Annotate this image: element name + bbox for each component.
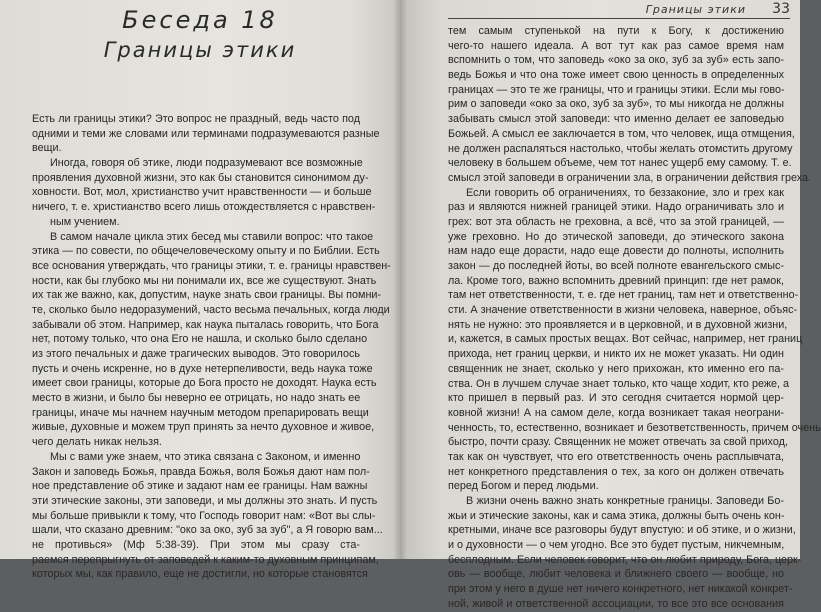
text-line: шали, что сказано древним: "око за око, зуб за зуб", а Я говорю вам... xyxy=(32,524,383,537)
text-line: рим о заповеди «око за око, зуб за зуб», то мы никогда не должны xyxy=(448,98,784,111)
text-line: ченность, то, естественно, возникает и безответственность, причем очень xyxy=(448,421,821,434)
left-page-body xyxy=(32,112,391,582)
text-line: границах — это те же границы, что и границы этики. Если мы гово- xyxy=(448,83,785,96)
right-page-body xyxy=(448,24,821,612)
text-line: Божьей. А смысл ее заключается в том, что человек, ища отмщения, xyxy=(448,127,795,140)
text-line: жьи и этические законы, как и сама этика, должны быть очень кон- xyxy=(448,509,785,522)
text-line: этика — по совести, по общечеловеческому опыту и по Библии. Есть xyxy=(32,245,380,258)
text-line: В самом начале цикла этих бесед мы ставили вопрос: что такое xyxy=(50,230,374,243)
text-line: нет конкретного представления о тех, за кого он должен отвечать xyxy=(448,465,784,478)
text-line: кто пришел в первый раз. И это сегодня считается нормой цер- xyxy=(448,392,784,405)
text-line: прихода, нет границ церкви, и никто их не может указать. Ни один xyxy=(448,348,784,361)
text-line: чего-то нашего идеала. А вот тут как раз самое время нам xyxy=(448,39,784,52)
text-line: пусть и очень искренне, но в духе нетерпеливости, ведь наука тоже xyxy=(32,362,373,375)
text-line: все основания утверждать, что границы этики, т. е. границы нравствен- xyxy=(32,259,391,272)
text-line: те, сколько было недоразумений, часто весьма печальных, когда люди xyxy=(32,303,390,316)
text-line: Есть ли границы этики? Это вопрос не праздный, ведь часто под xyxy=(32,113,360,125)
text-line: живые, духовные и можем труп принять за нечто духовное и живое, xyxy=(32,421,375,434)
text-line: быстро, почти сразу. Священник не может отвечать за свой приход, xyxy=(448,436,788,449)
text-line: ным учением. xyxy=(50,215,120,228)
text-line: чего делать никак нельзя. xyxy=(32,436,162,449)
text-line: не противься» (Мф 5:38-39). При этом мы сразу ста- xyxy=(32,538,360,551)
text-line: вещи. xyxy=(32,142,62,155)
text-line: нять не нужно: это проявляется и в церковной, и в духовной жизни, xyxy=(448,318,788,331)
text-line: ничего, т. е. христианство всего лишь отождествляется с нравствен- xyxy=(32,201,376,214)
text-line: человеку в большем объеме, чем тот нанес ущерб ему самому. Т. е. xyxy=(448,157,792,170)
text-line: священник не знает, сколько у него прихожан, кто именно его па- xyxy=(448,362,784,375)
text-line: место в жизни, и было бы неверно ее отрицать, но надо знать ее xyxy=(32,392,361,405)
text-line: ства. Он в лучшем случае знает только, кто чаще ходит, кто реже, а xyxy=(448,377,790,390)
chapter-number: Беседа 18 xyxy=(122,6,278,34)
text-line: одними и теми же словами или терминами подразумеваются разные xyxy=(32,127,380,140)
page-number: 33 xyxy=(772,1,790,17)
text-line: при этом у него в душе нет ничего конкретного, нет никакой конкрет- xyxy=(448,583,793,596)
text-line: ной, живой и ответственной ассоциации, то все это все основания xyxy=(448,597,784,610)
text-line: ное представление об этике и задают нам ее границы. Нам важны xyxy=(32,480,368,493)
text-line: Если говорить об ограничениях, то беззаконие, зло и грех как xyxy=(466,186,784,199)
text-line: овь — вообще, любит человека и ближнего своего — вообще, но xyxy=(448,568,784,581)
text-line: забывать смысл этой заповеди: что именно делает ее заповедью xyxy=(448,113,784,126)
text-line: закон — до последней йоты, во всей полноте евангельского смыс- xyxy=(448,260,784,272)
text-line: перед Богом и перед людьми. xyxy=(448,480,599,493)
text-line: раз и являются нижней границей этики. Надо ограничивать зло и xyxy=(448,201,784,214)
text-line: В жизни очень важно знать конкретные границы. Заповеди Бо- xyxy=(466,495,784,507)
text-line: раемся перепрыгнуть от заповедей к каким-то духовным принципам, xyxy=(32,553,379,566)
text-line: бесплодным. Если человек говорит, что он любит природу, Бога, церк- xyxy=(448,553,802,566)
text-line: нет, потому только, что она Его не нашла, и сколько было сделано xyxy=(32,333,368,346)
text-line: их так же важно, как, допустим, науке знать свои границы. Вы помни- xyxy=(32,289,382,302)
text-line: не должен распаляться настолько, чтобы желать отомстить другому xyxy=(448,142,793,155)
text-line: нам надо еще дорасти, надо еще довести до полноты, исполнить xyxy=(448,245,784,258)
chapter-title: Границы этики xyxy=(103,38,297,62)
text-line: эти этические законы, эти заповеди, и мы должны это знать. И пусть xyxy=(32,494,378,507)
text-line: тем самым ступенькой на пути к Богу, к достижению xyxy=(448,25,784,37)
text-line: ности, как бы глубоко мы ни понимали их, все же существуют. Знать xyxy=(32,274,377,287)
text-line: уже греховно. Но до этической заповеди, до этического закона xyxy=(448,230,784,243)
text-line: имеет свои границы, которые до Бога просто не доходят. Наука есть xyxy=(32,377,377,390)
text-line: ла. Кроме того, важно вспомнить древний принцип: где нет рамок, xyxy=(448,274,784,287)
text-line: ведь Божья и что она тоже имеет свою ценность в определенных xyxy=(448,69,784,82)
text-line: ховности. Вот, мол, христианство учит нравственности — и больше xyxy=(32,186,372,199)
book-gutter xyxy=(393,0,407,559)
text-line: кретными, иначе все разговоры будут впустую: и об этике, и о жизни, xyxy=(448,524,796,537)
text-line: и, кажется, в самых простых вещах. Вот сейчас, например, нет границ xyxy=(448,333,803,346)
text-line: ковной жизни! А на самом деле, когда возникает такая неограни- xyxy=(448,406,784,419)
text-line: забывали об этом. Например, как наука пыталась говорить, что Бога xyxy=(32,318,379,331)
running-header xyxy=(448,1,790,19)
text-line: сти. А значение ответственности в жизни человека, наверное, объяс- xyxy=(448,304,798,317)
text-line: из этого печальных и даже трагических выводов. Это говорилось xyxy=(32,348,360,360)
text-line: мы больше привыкли к тому, что Господь говорит нам: «Вот вы слы- xyxy=(32,509,376,522)
text-line: Закон и заповедь Божья, правда Божья, воля Божья дают нам пол- xyxy=(32,465,370,478)
text-line: смысл этой заповеди в ограничении зла, в ограничении действия греха. xyxy=(448,171,812,184)
running-title: Границы этики xyxy=(645,3,746,16)
text-line: проявления духовной жизни, это как бы становится синонимом ду- xyxy=(32,171,369,184)
text-line: Мы с вами уже знаем, что этика связана с Законом, и именно xyxy=(50,450,361,463)
text-line: так как он чувствует, что его ответственность очень расплывчата, xyxy=(448,450,784,463)
text-line: там нет ответственности, т. е. где нет границ, там нет и ответственно- xyxy=(448,289,799,302)
text-line: Иногда, говоря об этике, люди подразумевают все возможные xyxy=(50,157,363,170)
text-line: и о духовности — о чем угодно. Все это будет пустым, никчемным, xyxy=(448,539,785,552)
text-line: вспомнить о том, что заповедь «око за око, зуб за зуб» есть запо- xyxy=(448,54,784,67)
text-line: грех: вот эта область не греховна, а всё, что за этой границей, — xyxy=(448,215,784,228)
left-page xyxy=(0,0,400,581)
text-line: границы, иначе мы начнем научным методом препарировать вещи xyxy=(32,406,369,419)
text-line: которых мы, как правило, еще не достигли, но которые становятся xyxy=(32,568,368,581)
